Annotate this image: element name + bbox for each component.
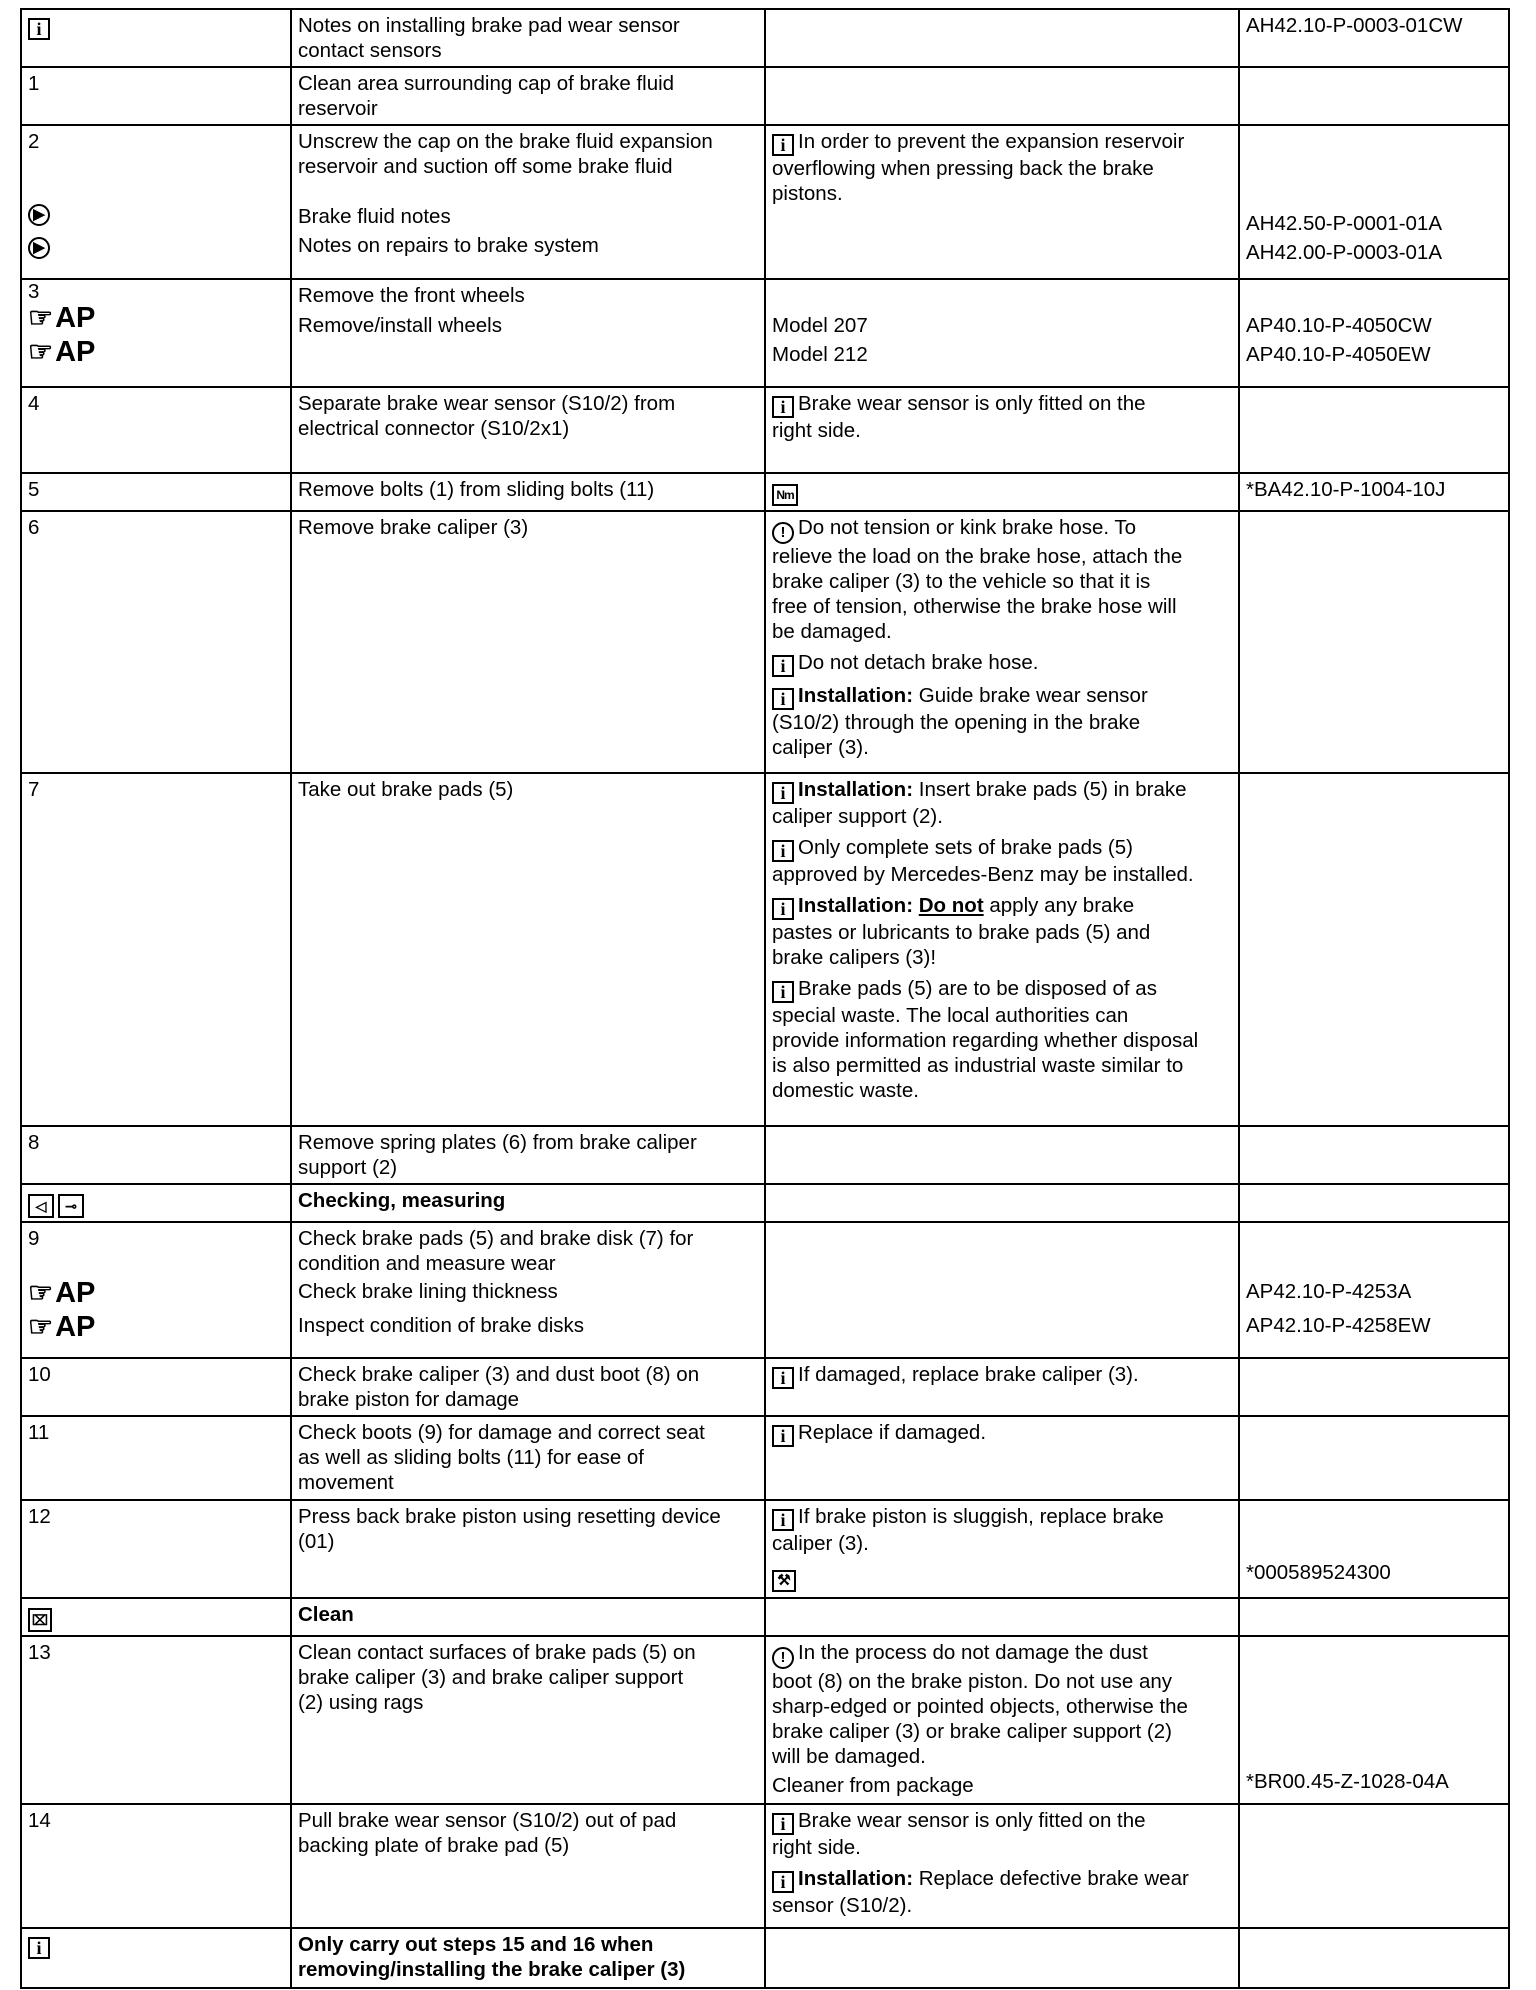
step-notes <box>765 1416 1239 1500</box>
table-row <box>21 511 1509 773</box>
info-icon: i <box>772 840 794 862</box>
note-text: brake caliper (3) or brake caliper support (2) <box>772 1720 1172 1743</box>
note-text: Replace if damaged. <box>798 1421 987 1444</box>
step-text-line: removing/installing the brake caliper (3) <box>298 1958 686 1981</box>
step-text <box>291 9 765 67</box>
step-text <box>291 1126 765 1184</box>
table-row <box>21 1928 1509 1988</box>
step-number-text: 11 <box>28 1421 50 1444</box>
step-number <box>21 279 291 387</box>
step-text <box>291 1416 765 1500</box>
sub-step-text: Remove/install wheels <box>298 314 502 337</box>
step-notes <box>765 1184 1239 1222</box>
info-icon: i <box>772 655 794 677</box>
step-reference <box>1239 473 1509 511</box>
step-number-text: 4 <box>28 392 40 415</box>
step-text-line: Pull brake wear sensor (S10/2) out of pad <box>298 1809 677 1832</box>
step-notes <box>765 511 1239 773</box>
note-text: pistons. <box>772 182 843 205</box>
step-text-line: Only carry out steps 15 and 16 when <box>298 1933 654 1956</box>
section-heading <box>291 1598 765 1636</box>
table-row <box>21 125 1509 279</box>
step-text-line: (01) <box>298 1530 335 1553</box>
sub-step-text: Check brake lining thickness <box>298 1280 558 1303</box>
torque-icon: Nm <box>772 484 798 506</box>
step-text <box>291 511 765 773</box>
table-row <box>21 1804 1509 1928</box>
installation-label: Installation: <box>798 778 914 801</box>
step-number <box>21 1416 291 1500</box>
note-text: Only complete sets of brake pads (5) <box>798 836 1133 859</box>
step-text-line: Clean area surrounding cap of brake fluid <box>298 72 675 95</box>
reference-link[interactable]: AP42.10-P-4253A <box>1246 1280 1412 1303</box>
step-notes <box>765 773 1239 1126</box>
model-text: Model 212 <box>772 343 868 366</box>
step-text-line: reservoir and suction off some brake fluid <box>298 155 673 178</box>
step-reference <box>1239 279 1509 387</box>
step-text <box>291 1500 765 1598</box>
note-text: provide information regarding whether disposal <box>772 1029 1199 1052</box>
section-title: Clean <box>298 1603 354 1626</box>
info-icon: i <box>772 1509 794 1531</box>
step-marker <box>21 9 291 67</box>
table-row <box>21 1222 1509 1358</box>
note-text: pastes or lubricants to brake pads (5) and <box>772 921 1151 944</box>
note-text: right side. <box>772 1836 861 1859</box>
sub-step-text: Brake fluid notes <box>298 205 451 228</box>
step-text-line: Take out brake pads (5) <box>298 778 514 801</box>
step-text-line: Remove brake caliper (3) <box>298 516 529 539</box>
note-text: approved by Mercedes-Benz may be installed. <box>772 863 1194 886</box>
info-icon: i <box>28 1937 50 1959</box>
pointing-hand-icon: ☞ <box>28 302 54 333</box>
note-text: (S10/2) through the opening in the brake <box>772 711 1141 734</box>
step-text-line: Remove spring plates (6) from brake caliper <box>298 1131 697 1154</box>
table-row <box>21 1598 1509 1636</box>
step-text <box>291 1928 765 1988</box>
procedure-table <box>20 8 1510 1989</box>
step-number <box>21 473 291 511</box>
reference-link[interactable]: *BA42.10-P-1004-10J <box>1246 478 1446 501</box>
step-text-line: movement <box>298 1471 394 1494</box>
step-text <box>291 125 765 279</box>
note-text: brake caliper (3) to the vehicle so that it is <box>772 570 1151 593</box>
step-text-line: Unscrew the cap on the brake fluid expansion <box>298 130 713 153</box>
note-text: special waste. The local authorities can <box>772 1004 1129 1027</box>
step-number-text: 8 <box>28 1131 40 1154</box>
model-text: Model 207 <box>772 314 868 337</box>
installation-label: Installation: <box>798 894 914 917</box>
step-text-line: Check brake caliper (3) and dust boot (8) on <box>298 1363 700 1386</box>
step-text-line: Press back brake piston using resetting device <box>298 1505 721 1528</box>
step-text-line: Remove bolts (1) from sliding bolts (11) <box>298 478 655 501</box>
reference-link[interactable]: AP40.10-P-4050CW <box>1246 314 1432 337</box>
step-number-text: 3 <box>28 280 40 303</box>
step-number-text: 7 <box>28 778 40 801</box>
note-text: In order to prevent the expansion reservoir <box>798 130 1185 153</box>
note-text: caliper (3). <box>772 736 869 759</box>
step-text-line: backing plate of brake pad (5) <box>298 1834 570 1857</box>
step-text-line: Check brake pads (5) and brake disk (7) for <box>298 1227 694 1250</box>
warning-icon: ! <box>772 522 794 544</box>
note-text: right side. <box>772 419 861 442</box>
note-text: sharp-edged or pointed objects, otherwise the <box>772 1695 1188 1718</box>
step-marker <box>21 1928 291 1988</box>
reference-link[interactable]: *000589524300 <box>1246 1561 1391 1584</box>
step-number <box>21 773 291 1126</box>
step-text-line: Remove the front wheels <box>298 284 525 307</box>
step-number-text: 9 <box>28 1227 40 1250</box>
installation-label: Installation: <box>798 1867 914 1890</box>
info-icon: i <box>772 134 794 156</box>
info-icon: i <box>772 688 794 710</box>
step-number <box>21 511 291 773</box>
table-row <box>21 9 1509 67</box>
step-text <box>291 1636 765 1804</box>
table-row <box>21 1636 1509 1804</box>
info-icon: i <box>772 1813 794 1835</box>
note-text: apply any brake <box>989 894 1135 917</box>
table-row <box>21 1126 1509 1184</box>
table-row <box>21 279 1509 387</box>
step-text <box>291 1358 765 1416</box>
step-text <box>291 67 765 125</box>
step-text <box>291 1804 765 1928</box>
note-text: domestic waste. <box>772 1079 919 1102</box>
step-notes <box>765 1126 1239 1184</box>
note-text: Replace defective brake wear <box>918 1867 1189 1890</box>
info-icon: i <box>772 1871 794 1893</box>
ap-label: AP <box>55 336 96 368</box>
measure-icon: ⊸ <box>58 1194 84 1218</box>
step-reference <box>1239 387 1509 473</box>
step-text-line: Separate brake wear sensor (S10/2) from <box>298 392 676 415</box>
step-notes <box>765 9 1239 67</box>
step-text-line: Check boots (9) for damage and correct seat <box>298 1421 705 1444</box>
table-row <box>21 1416 1509 1500</box>
step-text-line: Notes on installing brake pad wear sensor <box>298 14 680 37</box>
step-reference <box>1239 9 1509 67</box>
section-title: Checking, measuring <box>298 1189 506 1212</box>
table-row <box>21 67 1509 125</box>
step-notes <box>765 279 1239 387</box>
step-number-text: 12 <box>28 1505 51 1528</box>
step-number-text: 1 <box>28 72 40 95</box>
info-icon: i <box>772 1425 794 1447</box>
note-text: Brake wear sensor is only fitted on the <box>798 392 1146 415</box>
pointing-hand-icon: ☞ <box>28 336 54 367</box>
step-number-text: 2 <box>28 130 40 153</box>
step-reference <box>1239 1598 1509 1636</box>
step-reference <box>1239 1184 1509 1222</box>
note-text: caliper support (2). <box>772 805 943 828</box>
note-text: sensor (S10/2). <box>772 1894 913 1917</box>
notes-icon: ▶ <box>28 237 50 259</box>
step-notes <box>765 67 1239 125</box>
step-text-line: support (2) <box>298 1156 398 1179</box>
table-row <box>21 387 1509 473</box>
note-text: relieve the load on the brake hose, attach the <box>772 545 1183 568</box>
step-notes <box>765 1636 1239 1804</box>
step-notes <box>765 125 1239 279</box>
step-text-line: condition and measure wear <box>298 1252 556 1275</box>
pointing-hand-icon: ☞ <box>28 1311 54 1342</box>
step-notes <box>765 1358 1239 1416</box>
step-notes <box>765 387 1239 473</box>
step-reference <box>1239 125 1509 279</box>
step-reference <box>1239 1804 1509 1928</box>
step-text-line: brake caliper (3) and brake caliper support <box>298 1666 684 1689</box>
step-reference <box>1239 67 1509 125</box>
step-number-text: 14 <box>28 1809 51 1832</box>
table-row <box>21 473 1509 511</box>
note-text: brake calipers (3)! <box>772 946 937 969</box>
step-number-text: 6 <box>28 516 40 539</box>
note-text: caliper (3). <box>772 1532 869 1555</box>
step-number-text: 5 <box>28 478 40 501</box>
note-text: In the process do not damage the dust <box>798 1641 1148 1664</box>
clean-icon: ⌧ <box>28 1608 52 1632</box>
special-tool-icon: ⚒ <box>772 1570 796 1592</box>
step-text <box>291 279 765 387</box>
ap-label: AP <box>55 1277 96 1309</box>
step-text-line: as well as sliding bolts (11) for ease of <box>298 1446 645 1469</box>
step-number <box>21 1222 291 1358</box>
step-notes <box>765 473 1239 511</box>
step-text-line: (2) using rags <box>298 1691 424 1714</box>
step-number <box>21 67 291 125</box>
step-notes <box>765 1500 1239 1598</box>
step-notes <box>765 1598 1239 1636</box>
note-text: free of tension, otherwise the brake hose will <box>772 595 1177 618</box>
step-text-line: brake piston for damage <box>298 1388 520 1411</box>
step-text <box>291 473 765 511</box>
section-heading <box>291 1184 765 1222</box>
reference-link[interactable]: AH42.10-P-0003-01CW <box>1246 14 1463 37</box>
reference-link[interactable]: AP42.10-P-4258EW <box>1246 1314 1431 1337</box>
step-reference <box>1239 1928 1509 1988</box>
step-number <box>21 1636 291 1804</box>
step-reference <box>1239 1222 1509 1358</box>
step-text-line: contact sensors <box>298 39 442 62</box>
section-marker <box>21 1184 291 1222</box>
note-text: will be damaged. <box>772 1745 926 1768</box>
note-text: Brake pads (5) are to be disposed of as <box>798 977 1157 1000</box>
step-reference <box>1239 1636 1509 1804</box>
note-text: overflowing when pressing back the brake <box>772 157 1154 180</box>
note-text: Cleaner from package <box>772 1774 974 1797</box>
warning-icon: ! <box>772 1647 794 1669</box>
step-text-line: reservoir <box>298 97 378 120</box>
step-number <box>21 125 291 279</box>
table-row <box>21 1184 1509 1222</box>
ap-label: AP <box>55 302 96 334</box>
table-row <box>21 1358 1509 1416</box>
emphasis-text: Do not <box>918 894 984 917</box>
note-text: boot (8) on the brake piston. Do not use any <box>772 1670 1173 1693</box>
step-number <box>21 1358 291 1416</box>
step-text <box>291 773 765 1126</box>
reference-link[interactable]: AH42.00-P-0003-01A <box>1246 241 1443 264</box>
step-text-line: Clean contact surfaces of brake pads (5) on <box>298 1641 696 1664</box>
note-text: be damaged. <box>772 620 892 643</box>
info-icon: i <box>772 981 794 1003</box>
step-number <box>21 1804 291 1928</box>
step-reference <box>1239 1358 1509 1416</box>
notes-icon: ▶ <box>28 204 50 226</box>
info-icon: i <box>772 1367 794 1389</box>
reference-link[interactable]: AH42.50-P-0001-01A <box>1246 212 1443 235</box>
step-reference <box>1239 1416 1509 1500</box>
note-text: Brake wear sensor is only fitted on the <box>798 1809 1146 1832</box>
info-icon: i <box>772 396 794 418</box>
step-notes <box>765 1222 1239 1358</box>
step-reference <box>1239 511 1509 773</box>
check-icon: ◁ <box>28 1194 54 1218</box>
note-text: Do not tension or kink brake hose. To <box>798 516 1137 539</box>
sub-step-text: Notes on repairs to brake system <box>298 234 599 257</box>
step-text <box>291 1222 765 1358</box>
step-number <box>21 1126 291 1184</box>
reference-link[interactable]: AP40.10-P-4050EW <box>1246 343 1431 366</box>
step-reference <box>1239 773 1509 1126</box>
section-marker <box>21 1598 291 1636</box>
installation-label: Installation: <box>798 684 914 707</box>
note-text: Do not detach brake hose. <box>798 651 1039 674</box>
step-reference <box>1239 1126 1509 1184</box>
pointing-hand-icon: ☞ <box>28 1277 54 1308</box>
step-text-line: electrical connector (S10/2x1) <box>298 417 570 440</box>
step-number-text: 13 <box>28 1641 51 1664</box>
note-text: is also permitted as industrial waste similar to <box>772 1054 1184 1077</box>
step-text <box>291 387 765 473</box>
reference-link[interactable]: *BR00.45-Z-1028-04A <box>1246 1770 1449 1793</box>
step-notes <box>765 1804 1239 1928</box>
note-text: Insert brake pads (5) in brake <box>918 778 1187 801</box>
info-icon: i <box>772 782 794 804</box>
table-row <box>21 773 1509 1126</box>
sub-step-text: Inspect condition of brake disks <box>298 1314 585 1337</box>
step-notes <box>765 1928 1239 1988</box>
ap-label: AP <box>55 1311 96 1343</box>
info-icon: i <box>28 18 50 40</box>
step-number <box>21 387 291 473</box>
note-text: If brake piston is sluggish, replace brake <box>798 1505 1164 1528</box>
note-text: If damaged, replace brake caliper (3). <box>798 1363 1139 1386</box>
step-number <box>21 1500 291 1598</box>
step-number-text: 10 <box>28 1363 51 1386</box>
step-reference <box>1239 1500 1509 1598</box>
table-row <box>21 1500 1509 1598</box>
note-text: Guide brake wear sensor <box>918 684 1148 707</box>
info-icon: i <box>772 898 794 920</box>
